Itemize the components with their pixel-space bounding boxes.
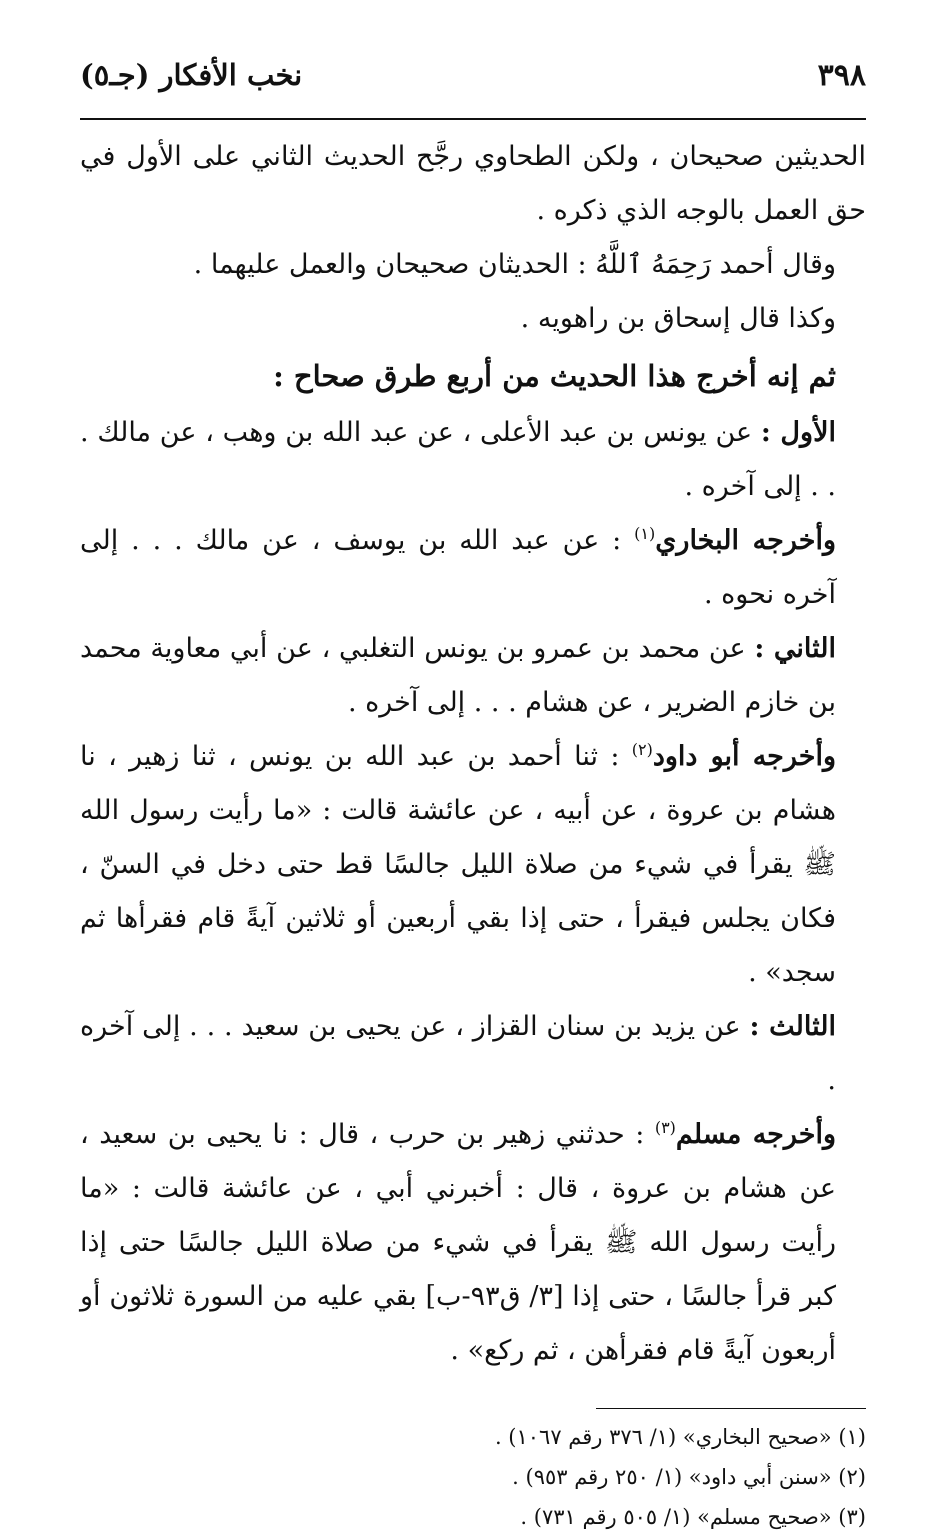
paragraph-second-path [80,622,866,730]
paragraph-first-path [80,406,866,514]
third-path-text: عن يزيد بن سنان القزاز ، عن يحيى بن سعيد . . . إلى آخره . [80,1011,836,1096]
footnotes [80,1417,866,1537]
book-page [80,58,866,1529]
bukhari-text: : عن عبد الله بن يوسف ، عن مالك . . . إلى آخره نحوه . [80,525,836,610]
main-text [80,130,866,1378]
bukhari-lead: وأخرجه البخاري [655,525,836,556]
abudawud-lead: وأخرجه أبو داود [652,741,836,772]
muslim-lead: وأخرجه مسلم [675,1119,837,1150]
second-path-lead: الثاني : [754,633,836,664]
first-path-text: عن يونس بن عبد الأعلى ، عن عبد الله بن وهب ، عن مالك . . . إلى آخره . [80,417,836,502]
footnote-ref-1[interactable]: (١) [634,524,656,543]
paragraph-1: الحديثين صحيحان ، ولكن الطحاوي رجَّح الحديث الثاني على الأول في حق العمل بالوجه الذي ذكره . [80,141,866,226]
footnote-ref-3[interactable]: (٣) [654,1118,676,1137]
paragraph-3: وكذا قال إسحاق بن راهويه . [520,303,836,334]
page-number: ٣٩٨ [817,58,866,93]
footnote-3: (٣) «صحيح مسلم» (١/ ٥٠٥ رقم ٧٣١) . [520,1505,866,1529]
paragraph-third-path [80,1000,866,1108]
paragraph-abudawud [80,730,866,1000]
first-path-lead: الأول : [760,417,836,448]
footnote-1: (١) «صحيح البخاري» (١/ ٣٧٦ رقم ١٠٦٧) . [494,1425,866,1449]
abudawud-text: : ثنا أحمد بن عبد الله بن يونس ، ثنا زهير ، نا هشام بن عروة ، عن أبيه ، عن عائشة قالت : «ما رأيت رسول الله ﷺ يقرأ في شيء من صلاة الليل جالسًا قط حتى دخل في السنّ ، فكان يجلس فيقرأ ، حتى إذا بقي أربعين أو ثلاثين آيةً قام فقرأها ثم سجد» . [80,741,836,988]
section-heading: ثم إنه أخرج هذا الحديث من أربع طرق صحاح : [273,359,836,393]
footnote-rule [596,1408,866,1409]
third-path-lead: الثالث : [749,1011,836,1042]
header-rule [80,118,866,120]
paragraph-muslim [80,1108,866,1378]
paragraph-bukhari [80,514,866,622]
footnote-2: (٢) «سنن أبي داود» (١/ ٢٥٠ رقم ٩٥٣) . [512,1465,866,1489]
second-path-text: عن محمد بن عمرو بن يونس التغلبي ، عن أبي معاوية محمد بن خازم الضرير ، عن هشام . . . إلى آخره . [80,633,836,718]
paragraph-2: وقال أحمد رَحِمَهُ ٱللَّهُ : الحديثان صحيحان والعمل عليهما . [193,249,836,280]
muslim-text: : حدثني زهير بن حرب ، قال : نا يحيى بن سعيد ، عن هشام بن عروة ، قال : أخبرني أبي ، عن عائشة قالت : «ما رأيت رسول الله ﷺ يقرأ في شيء من صلاة الليل جالسًا حتى إذا كبر قرأ جالسًا ، حتى إذا [٣/ ق٩٣-ب] بقي عليه من السورة ثلاثون أو أربعون آيةً قام فقرأهن ، ثم ركع» . [80,1119,836,1366]
page-header [80,58,866,116]
book-title: نخب الأفكار (جـ٥) [80,58,303,92]
footnote-ref-2[interactable]: (٢) [631,740,653,759]
